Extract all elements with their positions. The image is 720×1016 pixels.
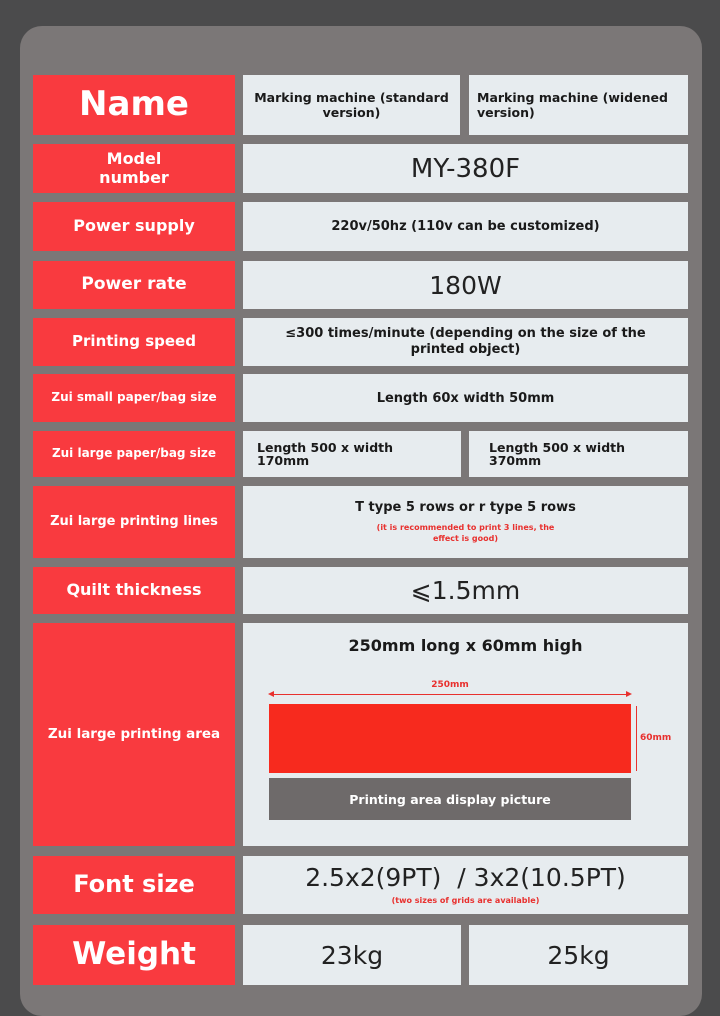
note-font-size: (two sizes of grids are available) [391,896,540,906]
label-weight: Weight [33,925,235,985]
printing-area-height-label: 60mm [640,733,672,743]
value-model: MY-380F [243,144,688,193]
label-font-size: Font size [33,856,235,914]
value-large-size-standard: Length 500 x width 170mm [243,431,461,477]
label-power-supply: Power supply [33,202,235,251]
height-arrow-line [636,706,637,771]
printing-area-width-label: 250mm [431,680,469,690]
value-printing-area: 250mm long x 60mm high [348,636,583,655]
value-thickness: ⩽1.5mm [243,567,688,614]
value-weight-widened: 25kg [469,925,688,985]
printing-area-block [269,704,631,773]
label-model: Model number [33,144,235,193]
label-large-size: Zui large paper/bag size [33,431,235,477]
value-font-size-cell [243,856,688,914]
value-name-widened: Marking machine (widened version) [469,75,688,135]
label-power-rate: Power rate [33,261,235,309]
label-name: Name [33,75,235,135]
label-printing-speed: Printing speed [33,318,235,366]
label-small-size: Zui small paper/bag size [33,374,235,422]
value-power-rate: 180W [243,261,688,309]
value-printing-lines-cell [243,486,688,558]
value-large-size-widened: Length 500 x width 370mm [469,431,688,477]
value-name-standard: Marking machine (standard version) [243,75,460,135]
label-printing-area: Zui large printing area [33,623,235,846]
label-thickness: Quilt thickness [33,567,235,614]
value-power-supply: 220v/50hz (110v can be customized) [243,202,688,251]
arrow-right-icon [626,691,632,697]
arrow-left-icon [268,691,274,697]
value-font-size: 2.5x2(9PT) / 3x2(10.5PT) [305,863,626,893]
value-weight-standard: 23kg [243,925,461,985]
value-printing-speed: ≤300 times/minute (depending on the size of the printed object) [243,318,688,366]
printing-area-caption: Printing area display picture [269,778,631,820]
value-small-size: Length 60x width 50mm [243,374,688,422]
width-arrow-line [272,694,628,695]
label-printing-lines: Zui large printing lines [33,486,235,558]
note-printing-lines: (it is recommended to print 3 lines, the effect is good) [376,523,555,543]
value-printing-lines: T type 5 rows or r type 5 rows [355,500,576,516]
